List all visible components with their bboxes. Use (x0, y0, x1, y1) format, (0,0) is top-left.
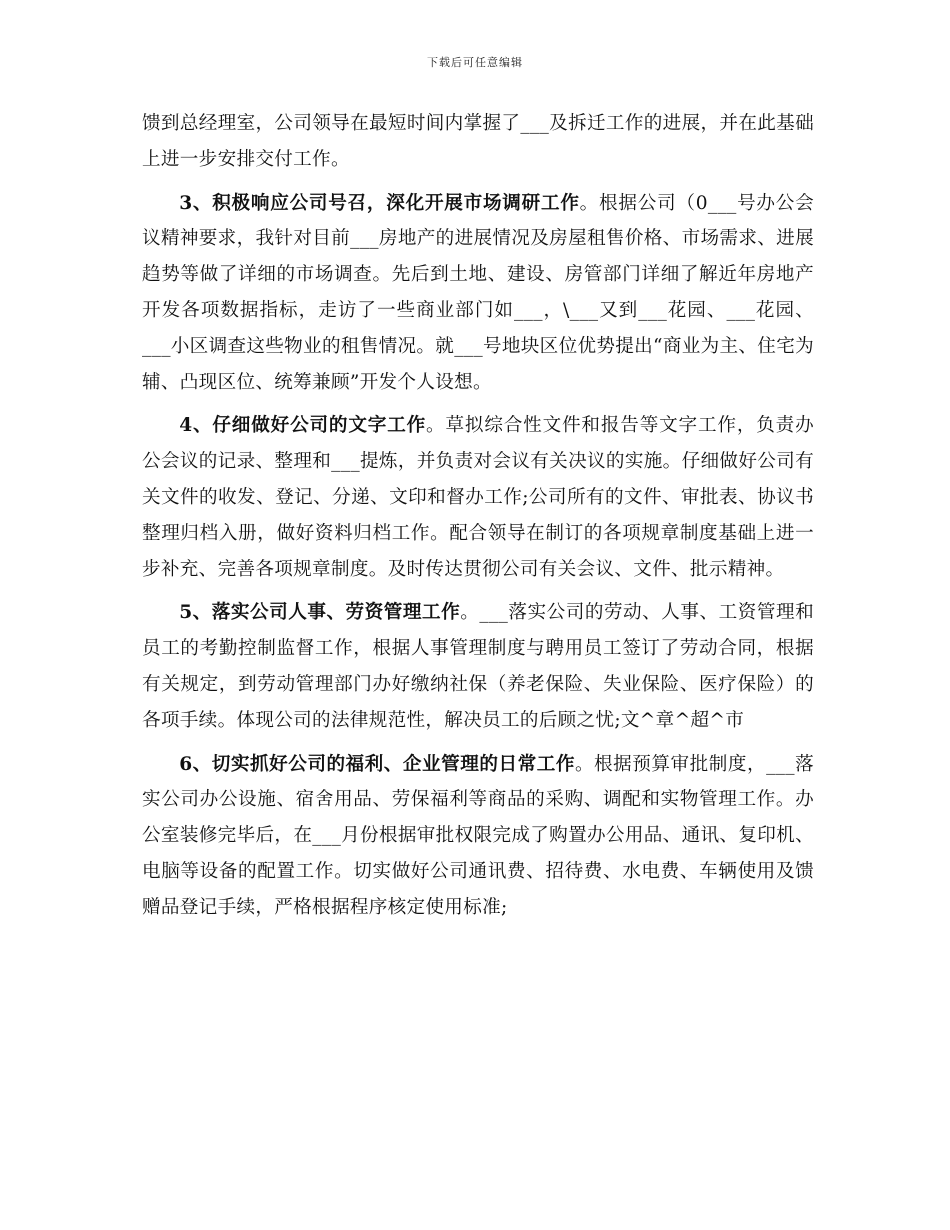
paragraph-text: 馈到总经理室，公司领导在最短时间内掌握了___及拆迁工作的进展，并在此基础上进一步安排交付工作。 (142, 113, 814, 170)
paragraph-personnel-management (142, 595, 814, 738)
paragraph-market-research (142, 186, 814, 401)
paragraph-continuation (142, 106, 814, 178)
paragraph-text: 。___落实公司的劳动、人事、工资管理和员工的考勤控制监督工作，根据人事管理制度与聘用员工签订了劳动合同，根据有关规定，到劳动管理部门办好缴纳社保（养老保险、失业保险、医疗保险）的各项手续。体现公司的法律规范性，解决员工的后顾之忧;文^章^超^市 (142, 602, 814, 731)
paragraph-heading: 5、落实公司人事、劳资管理工作 (179, 602, 461, 624)
paragraph-welfare-management (142, 747, 814, 926)
paragraph-heading: 4、仔细做好公司的文字工作 (179, 415, 427, 437)
paragraph-heading: 3、积极响应公司号召，深化开展市场调研工作 (179, 192, 580, 214)
page-header: 下载后可任意编辑 (427, 56, 523, 69)
document-body (142, 106, 814, 926)
paragraph-writing-work (142, 408, 814, 587)
paragraph-text: 。草拟综合性文件和报告等文字工作，负责办公会议的记录、整理和___提炼，并负责对会议有关决议的实施。仔细做好公司有关文件的收发、登记、分递、文印和督办工作;公司所有的文件、审批表、协议书整理归档入册，做好资料归档工作。配合领导在制订的各项规章制度基础上进一步补充、完善各项规章制度。及时传达贯彻公司有关会议、文件、批示精神。 (142, 415, 814, 580)
paragraph-text: 。根据预算审批制度，___落实公司办公设施、宿舍用品、劳保福利等商品的采购、调配和实物管理工作。办公室装修完毕后，在___月份根据审批权限完成了购置办公用品、通讯、复印机、电脑等设备的配置工作。切实做好公司通讯费、招待费、水电费、车辆使用及馈赠品登记手续，严格根据程序核定使用标准; (142, 753, 814, 918)
paragraph-heading: 6、切实抓好公司的福利、企业管理的日常工作 (179, 753, 575, 775)
paragraph-text: 。根据公司（0___号办公会议精神要求，我针对目前___房地产的进展情况及房屋租售价格、市场需求、进展趋势等做了详细的市场调查。先后到土地、建设、房管部门详细了解近年房地产开发各项数据指标，走访了一些商业部门如___，\___又到___花园、___花园、___小区调查这些物业的租售情况。就___号地块区位优势提出“商业为主、住宅为辅、凸现区位、统筹兼顾”开发个人设想。 (142, 192, 814, 393)
